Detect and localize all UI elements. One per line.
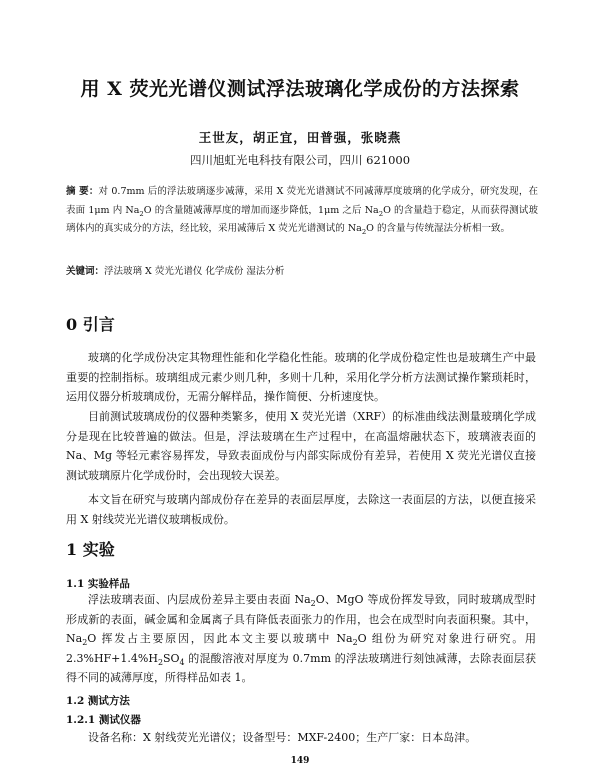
sample-sub-e: 4 — [179, 657, 185, 667]
sample-text-c: O 挥发占主要原因，因此本文主要以玻璃中 Na — [87, 632, 353, 645]
sample-text-a: 浮法玻璃表面、内层成份差异主要由表面 Na — [88, 593, 311, 606]
sample-text-b: O、MgO 等成份挥发导致，同时玻璃成型时形成新的表面，碱金属和金属离子具有降低表面张力的作用，也会在成型时向表面积聚。其中，Na — [66, 593, 536, 645]
sample-sub-b: 2 — [82, 638, 88, 648]
sample-text-e: SO — [162, 651, 180, 665]
keywords-label: 关键词： — [66, 266, 105, 277]
abstract — [66, 183, 538, 239]
intro-paragraph-3: 本文旨在研究与玻璃内部成份存在差异的表面层厚度，去除这一表面层的方法，以便直接采用 X 射线荧光光谱仪玻璃板成份。 — [66, 493, 536, 526]
sample-sub-d: 2 — [157, 657, 163, 667]
sample-paragraph — [66, 590, 536, 688]
sample-sub-a: 2 — [310, 599, 316, 609]
abstract-text-1: 对 0.7mm 后的浮法玻璃逐步减薄，采用 X 荧光光谱测试不同减薄厚度玻璃的化学成分，研究发现，在表面 1μm 内 Na — [66, 186, 539, 216]
sample-text-d: O 组份为研究对象进行研究。用 2.3%HF+1.4%H — [66, 632, 536, 665]
paper-title: 用 X 荧光光谱仪测试浮法玻璃化学成份的方法探索 — [80, 78, 520, 100]
abstract-text-2: O 的含量随减薄厚度的增加而逐步降低，1μm 之后 Na — [143, 204, 379, 216]
abstract-text-end: O 的含量与传统湿法分析相一致。 — [366, 223, 510, 234]
abstract-text-3: O 的含量趋于稳定，从而获得测试玻璃体内的真实成分的方法，经比较，采用减薄后 X 荧光光谱测试的 Na — [66, 204, 539, 234]
intro-paragraph-2: 目前测试玻璃成份的仪器种类繁多，使用 X 荧光光谱（XRF）的标准曲线法测量玻璃化学成分是现在比较普遍的做法。但是，浮法玻璃在生产过程中，在高温熔融状态下，玻璃液表面的 Na、Mg 等轻元素容易挥发，导致表面成份与内部实际成份有差异，若使用 X 荧光光谱仪直接测试玻璃原片化学成份时，会出现较大误差。 — [66, 410, 536, 482]
affiliation: 四川旭虹光电科技有限公司，四川 621000 — [189, 153, 411, 167]
sample-text-f: 的混酸溶液对厚度为 0.7mm 的浮法玻璃进行刻蚀减薄，去除表面层获得不同的减薄厚度，所得样品如表 1。 — [66, 651, 536, 684]
abstract-sub-3: 2 — [361, 227, 367, 236]
keywords — [66, 264, 538, 280]
page-number: 149 — [290, 756, 310, 766]
method-heading: 1.2 测试方法 — [66, 695, 130, 707]
authors: 王世友，胡正宜，田普强，张晓燕 — [198, 130, 402, 145]
abstract-sub-2: 2 — [378, 209, 384, 218]
intro-heading: 0 引言 — [66, 315, 115, 334]
sample-sub-c: 2 — [352, 638, 358, 648]
keywords-text: 浮法玻璃 X 荧光光谱仪 化学成份 湿法分析 — [104, 266, 285, 277]
intro-paragraph-1: 玻璃的化学成份决定其物理性能和化学稳化性能。玻璃的化学成份稳定性也是玻璃生产中最重要的控制指标。玻璃组成元素少则几种，多则十几种，采用化学分析方法测试操作繁琐耗时，运用仪器分析玻璃成份，无需分解样品，操作简便、分析速度快。 — [66, 351, 536, 403]
abstract-label: 摘 要： — [66, 186, 99, 197]
sample-heading: 1.1 实验样品 — [66, 578, 130, 590]
abstract-sub-1: 2 — [139, 209, 144, 218]
experiment-heading: 1 实验 — [66, 540, 115, 559]
instrument-heading: 1.2.1 测试仪器 — [66, 714, 141, 726]
instrument-text: 设备名称：X 射线荧光光谱仪；设备型号：MXF-2400；生产厂家：日本岛津。 — [88, 731, 477, 744]
